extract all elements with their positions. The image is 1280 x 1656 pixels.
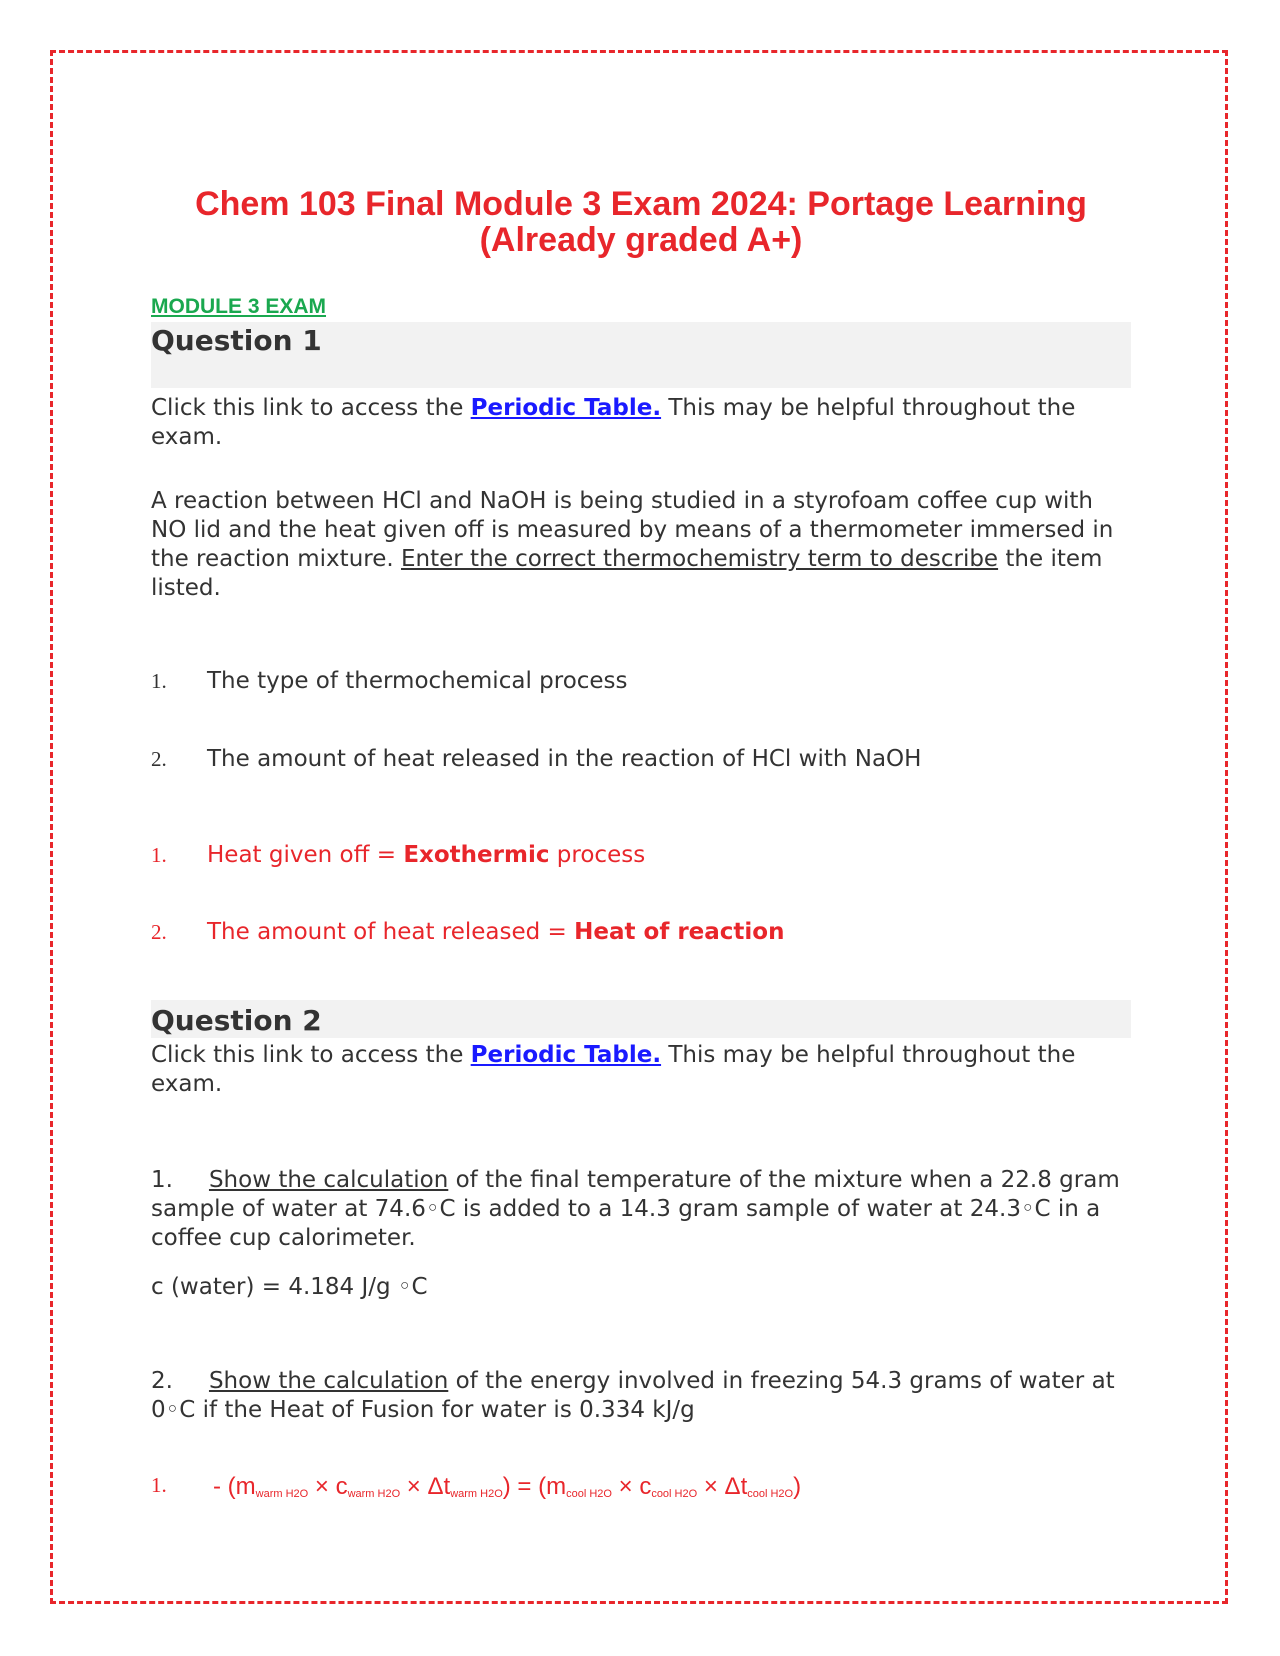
title-line-1: Chem 103 Final Module 3 Exam 2024: Portage Learning	[195, 185, 1087, 223]
question-1-heading	[151, 322, 1131, 388]
question-2-title: Question 2	[151, 1004, 322, 1037]
item-number: 2.	[151, 1368, 173, 1394]
question-1-title: Question 1	[151, 324, 322, 357]
question-1-link-paragraph: Click this link to access the Periodic Table. This may be helpful throughout the exam.	[151, 395, 1076, 450]
periodic-table-link[interactable]: Periodic Table.	[470, 395, 662, 421]
document-title	[151, 186, 1131, 258]
calorimetry-equation: - $(m_{warm H2O} \times c_{warm H2O} \times \Delta t_{warm H2O}) = (m_{cool H2O} \times c_{cool H2O} \times \Delta t_{cool H2O})$	[213, 1473, 802, 1500]
instruction-underlined: Enter the correct thermochemistry term to describe	[401, 546, 999, 572]
periodic-table-link[interactable]: Periodic Table.	[470, 1042, 662, 1068]
question-2-item-2: 2. Show the calculation of the energy involved in freezing 54.3 grams of water at 0◦C if the Heat of Fusion for water is 0.334 kJ/g	[151, 1368, 1115, 1423]
question-2-heading	[151, 1000, 1131, 1038]
question-2-link-paragraph: Click this link to access the Periodic Table. This may be helpful throughout the exam.	[151, 1042, 1076, 1097]
question-2-item-1: 1. Show the calculation of the final temperature of the mixture when a 22.8 gram sample of water at 74.6◦C is added to a 14.3 gram sample of water at 24.3◦C in a coffee cup calorimeter.	[151, 1167, 1120, 1251]
title-line-2: (Already graded A+)	[479, 221, 803, 259]
show-calculation-underlined: Show the calculation	[208, 1167, 449, 1193]
question-1-scenario: A reaction between HCl and NaOH is being studied in a styrofoam coffee cup with NO lid and the heat given off is measured by means of a thermometer immersed in the reaction mixture. Enter the correct thermochemistry term to describe the item listed.	[151, 488, 1114, 601]
module-label: MODULE 3 EXAM	[151, 295, 327, 318]
item-number: 1.	[151, 1167, 173, 1193]
show-calculation-underlined: Show the calculation	[208, 1368, 449, 1394]
specific-heat-water: c (water) = 4.184 J/g ◦C	[151, 1274, 428, 1300]
